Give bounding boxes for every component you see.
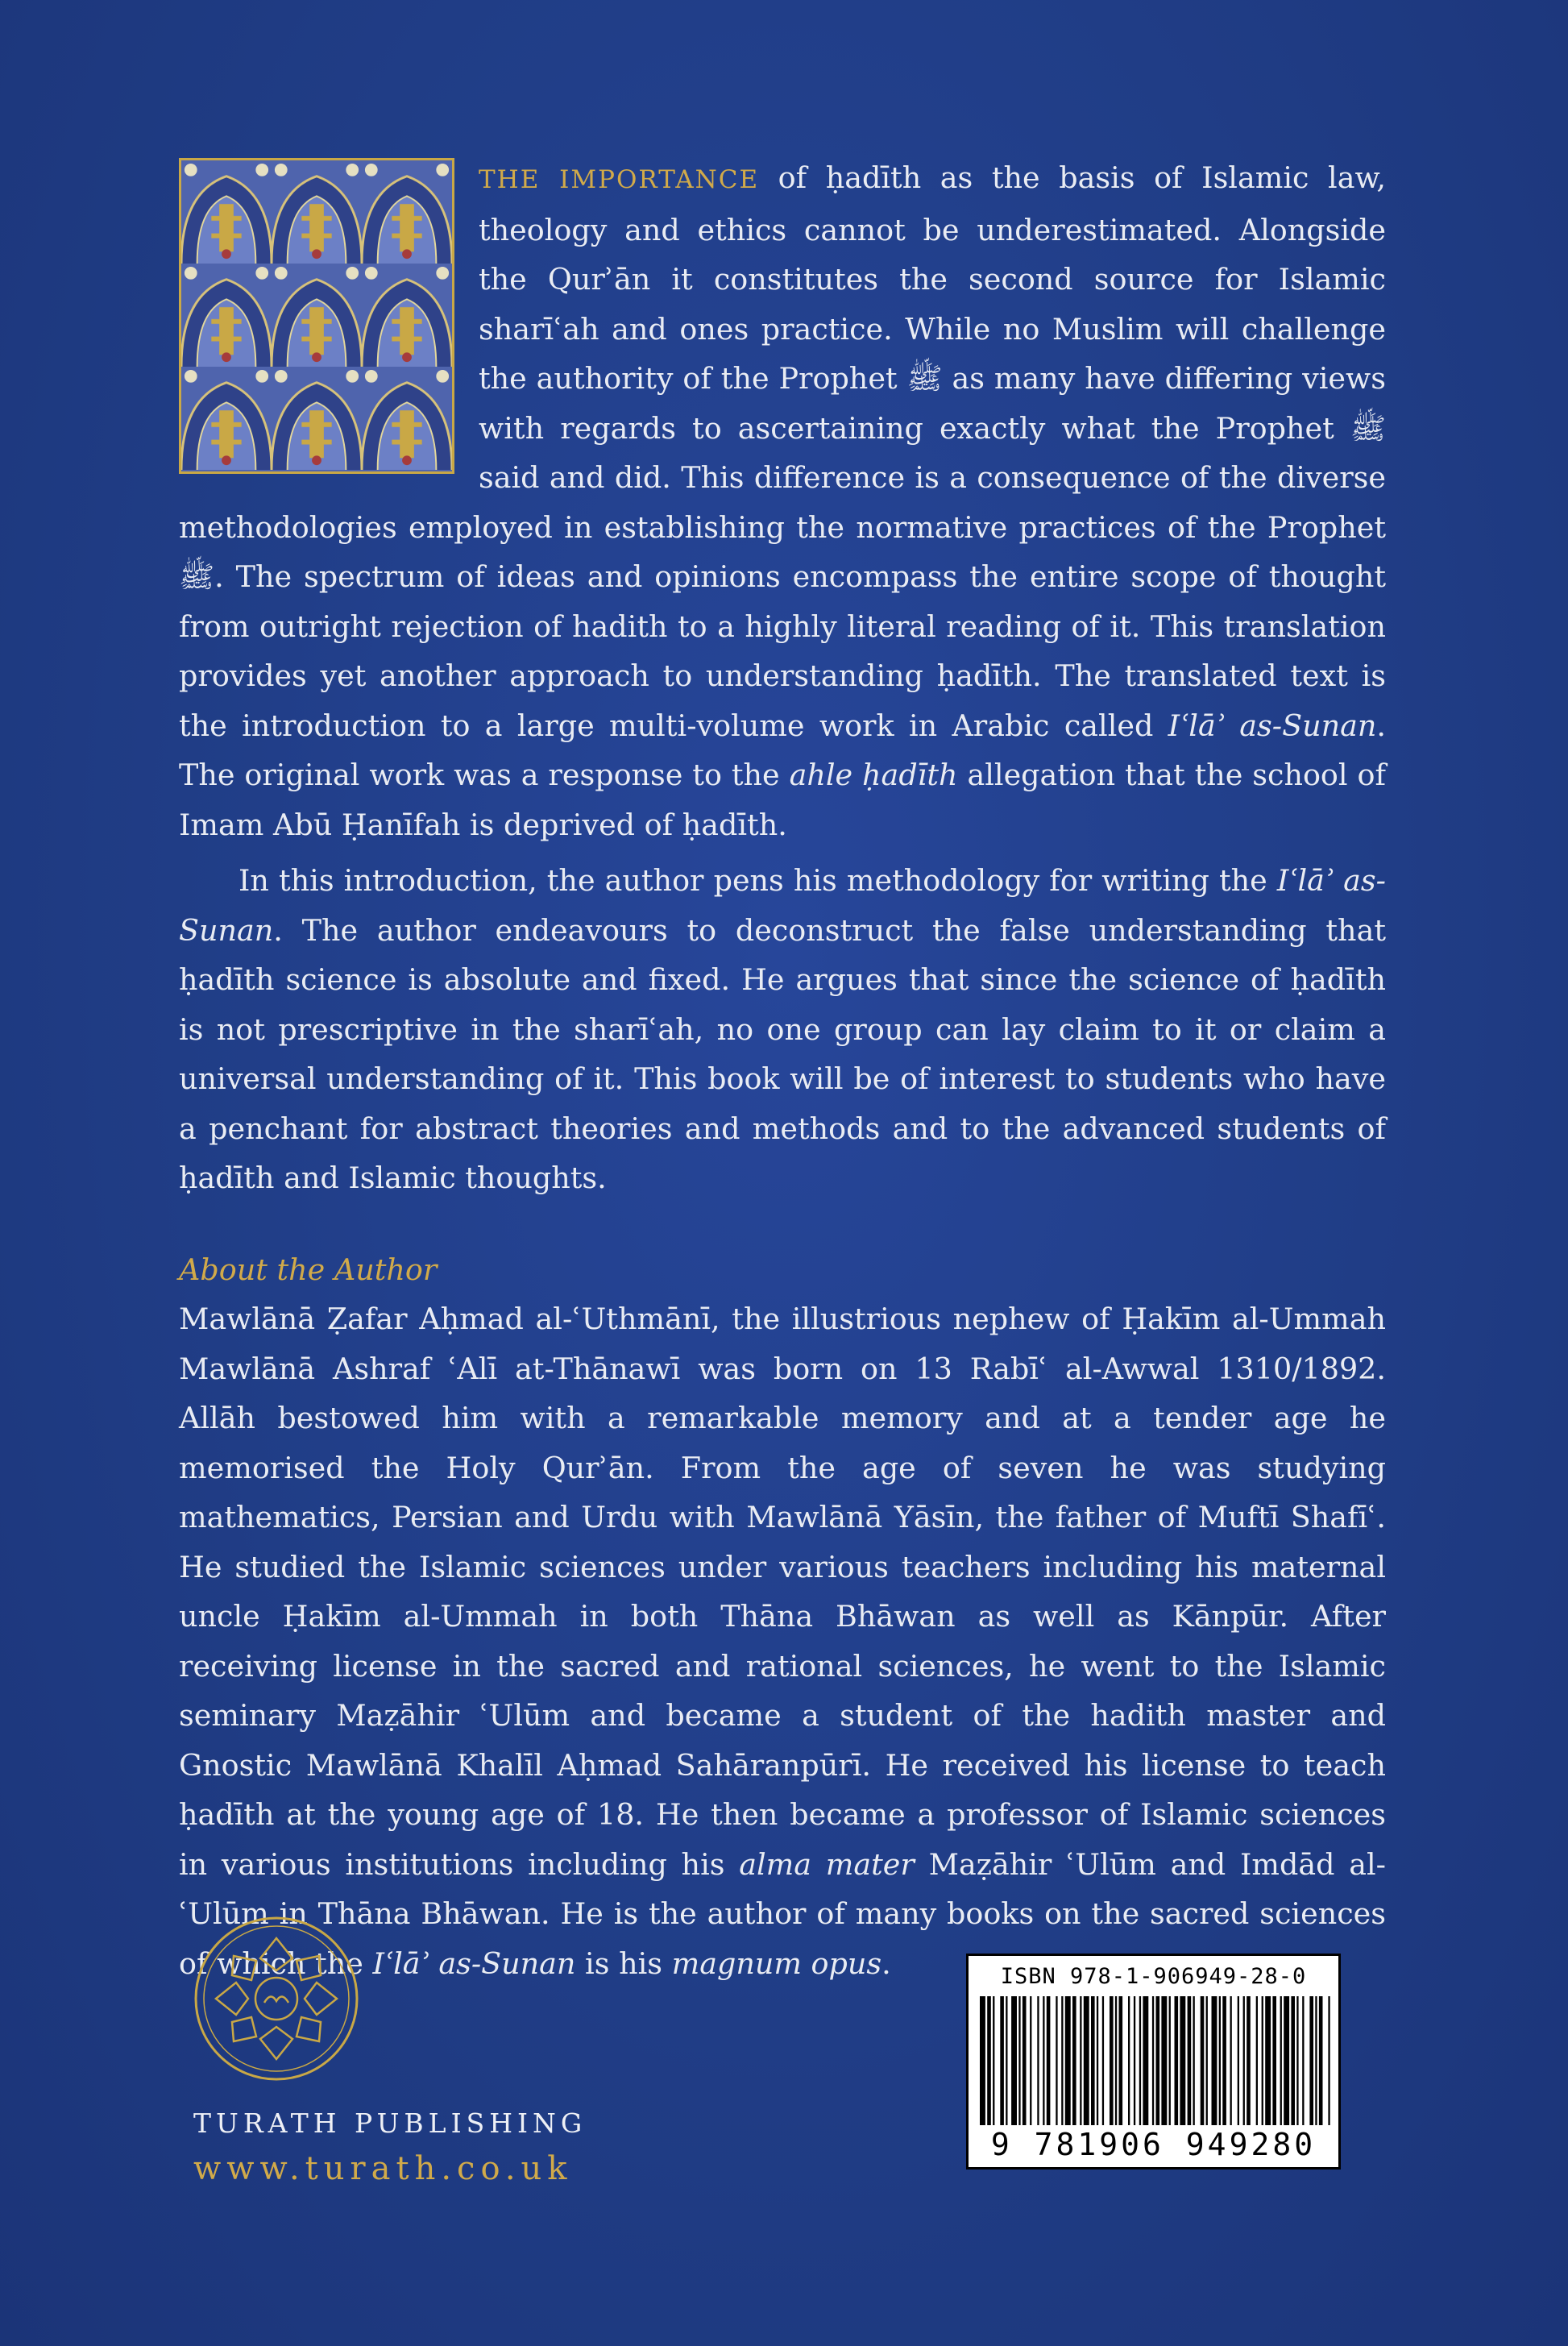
method-text-part: . The author endeavours to deconstruct the false understanding that ḥadīth science is absolute and fixed. He argues that since the science of ḥadīth is not prescriptive in the sharīʿah, no one group can lay claim to it or claim a universal understanding of it. This book will be of interest to students who have a penchant for abstract theories and methods and to the advanced students of ḥadīth and Islamic thoughts. xyxy=(179,912,1386,1195)
book-title-italic: Iʿlāʾ as-Sunan xyxy=(1168,708,1377,743)
isbn-digits: 9 781906 949280 xyxy=(990,2127,1317,2162)
barcode-bar xyxy=(1072,1996,1076,2125)
barcode-bar xyxy=(1102,1996,1104,2125)
barcode-bar xyxy=(1188,1996,1192,2125)
image-spacer xyxy=(179,153,479,492)
barcode-bar xyxy=(1156,1996,1160,2125)
barcode-bar xyxy=(987,1996,991,2125)
about-text-part: . xyxy=(881,1945,891,1981)
barcode-bar xyxy=(1262,1996,1263,2125)
barcode-bar xyxy=(1037,1996,1039,2125)
barcode-bar xyxy=(1043,1996,1044,2125)
barcode-bar xyxy=(1309,1996,1313,2125)
intro-text-part: allegation that the school of Imam Abū Ḥanīfah is deprived of ḥadīth. xyxy=(179,758,1386,842)
barcode-bar xyxy=(1091,1996,1095,2125)
about-author-paragraph xyxy=(179,1294,1386,1988)
about-text-part: Maẓāhir ʿUlūm and Imdād al-ʿUlūm in Thāna Bhāwan. He is the author of many books on the sacred sciences of which the xyxy=(179,1846,1386,1981)
barcode-bar xyxy=(1201,1996,1205,2125)
barcode-bar xyxy=(1319,1996,1323,2125)
barcode-bar xyxy=(1143,1996,1148,2125)
barcode-bar xyxy=(980,1996,985,2125)
barcode-bar xyxy=(1315,1996,1317,2125)
barcode-bar xyxy=(1152,1996,1154,2125)
description-text xyxy=(179,153,1386,1988)
alma-mater-italic: alma mater xyxy=(739,1846,915,1882)
barcode-bar xyxy=(1265,1996,1271,2125)
intro-text-part: . The original work was a response to the xyxy=(179,708,1386,792)
ahle-hadith-italic: ahle ḥadīth xyxy=(789,758,958,792)
publisher-logo-icon xyxy=(192,1914,361,2083)
barcode-bar xyxy=(1296,1996,1298,2125)
book-title-italic: Iʿlāʾ as-Sunan xyxy=(372,1945,576,1981)
barcode-bar xyxy=(1139,1996,1141,2125)
barcode-bar xyxy=(1238,1996,1239,2125)
barcode-bar xyxy=(1243,1996,1245,2125)
barcode-bar xyxy=(1047,1996,1051,2125)
barcode-bar xyxy=(1175,1996,1179,2125)
barcode-bar xyxy=(1030,1996,1031,2125)
barcode-bar xyxy=(1284,1996,1289,2125)
barcode-bar xyxy=(1128,1996,1130,2125)
barcode-bar xyxy=(1065,1996,1071,2125)
barcode-bar xyxy=(1080,1996,1081,2125)
barcode-bar xyxy=(1230,1996,1232,2125)
barcode-bar xyxy=(1212,1996,1217,2125)
barcode-bar xyxy=(1180,1996,1185,2125)
magnum-opus-italic: magnum opus xyxy=(671,1945,882,1981)
barcode-bar xyxy=(1084,1996,1089,2125)
about-text-part: Mawlānā Ẓafar Aḥmad al-ʿUthmānī, the illustrious nephew of Ḥakīm al-Ummah Mawlānā Ashraf ʿAlī at-Thānawī was born on 13 Rabīʿ al-Awwal 1310/1892. Allāh bestowed him with a remarkable memory and at a tender age he memorised the Holy Qurʾān. From the age of seven he was studying mathematics, Persian and Urdu with Mawlānā Yāsīn, the father of Muftī Shafīʿ. He studied the Islamic sciences under various teachers including his maternal uncle Ḥakīm al-Ummah in both Thāna Bhāwan as well as Kānpūr. After receiving license in the sacred and rational sciences, he went to the Islamic seminary Maẓāhir ʿUlūm and became a student of the hadith master and Gnostic Mawlānā Khalīl Aḥmad Sahāranpūrī. He received his license to teach ḥadīth at the young age of 18. He then became a professor of Islamic sciences in various institutions including his xyxy=(179,1302,1386,1882)
barcode-bar xyxy=(1006,1996,1007,2125)
barcode-bars xyxy=(977,1996,1332,2125)
barcode-bar xyxy=(1023,1996,1027,2125)
barcode-bar xyxy=(1193,1996,1195,2125)
barcode-bar xyxy=(1097,1996,1098,2125)
publisher-name: TURATH PUBLISHING xyxy=(193,2107,587,2139)
barcode-bar xyxy=(1169,1996,1171,2125)
barcode-bar xyxy=(1222,1996,1226,2125)
barcode-bar xyxy=(1328,1996,1329,2125)
intro-text-part: of ḥadīth as the basis of Islamic law, theology and ethics cannot be underestimated. Alongside the Qurʾān it constitutes the second source for Islamic sharīʿah and ones practice. While no Muslim will challenge the authority of the Prophet ﷺ as many have differing views with regards to ascertaining exactly what the Prophet ﷺ said and did. This difference is a consequence of the diverse methodologies employed in establishing the normative practices of the Prophet ﷺ. The spectrum of ideas and opinions encompass the entire scope of thought from outright rejection of hadith to a highly literal reading of it. This translation provides yet another approach to understanding ḥadīth. The translated text is the introduction to a large multi-volume work in Arabic called xyxy=(179,160,1386,743)
barcode-bar xyxy=(1291,1996,1295,2125)
barcode-bar xyxy=(1256,1996,1258,2125)
method-text-part: In this introduction, the author pens his methodology for writing the xyxy=(239,863,1277,898)
barcode-bar xyxy=(993,1996,994,2125)
lead-in-text: THE IMPORTANCE xyxy=(479,165,760,194)
barcode-bar xyxy=(1219,1996,1221,2125)
barcode-bar xyxy=(1302,1996,1304,2125)
isbn-label: ISBN 978-1-906949-28-0 xyxy=(1000,1964,1307,1989)
barcode-bar xyxy=(1056,1996,1057,2125)
barcode-bar xyxy=(1061,1996,1063,2125)
barcode-bar xyxy=(1247,1996,1251,2125)
barcode-bar xyxy=(1115,1996,1117,2125)
methodology-paragraph xyxy=(179,856,1386,1203)
barcode-bar xyxy=(1161,1996,1167,2125)
barcode-bar xyxy=(1011,1996,1017,2125)
isbn-barcode xyxy=(966,1954,1341,2170)
barcode-bar xyxy=(1119,1996,1123,2125)
barcode-bar xyxy=(1000,1996,1004,2125)
barcode-bar xyxy=(1018,1996,1020,2125)
barcode-bar xyxy=(1110,1996,1114,2125)
about-author-heading: About the Author xyxy=(179,1252,438,1287)
barcode-bar xyxy=(1280,1996,1282,2125)
barcode-bar xyxy=(1206,1996,1208,2125)
publisher-url: www.turath.co.uk xyxy=(193,2150,573,2187)
about-text-part: is his xyxy=(575,1945,672,1981)
book-title-italic: Iʿlāʾ as-Sunan xyxy=(179,863,1386,948)
barcode-bar xyxy=(1134,1996,1135,2125)
barcode-bar xyxy=(1272,1996,1276,2125)
